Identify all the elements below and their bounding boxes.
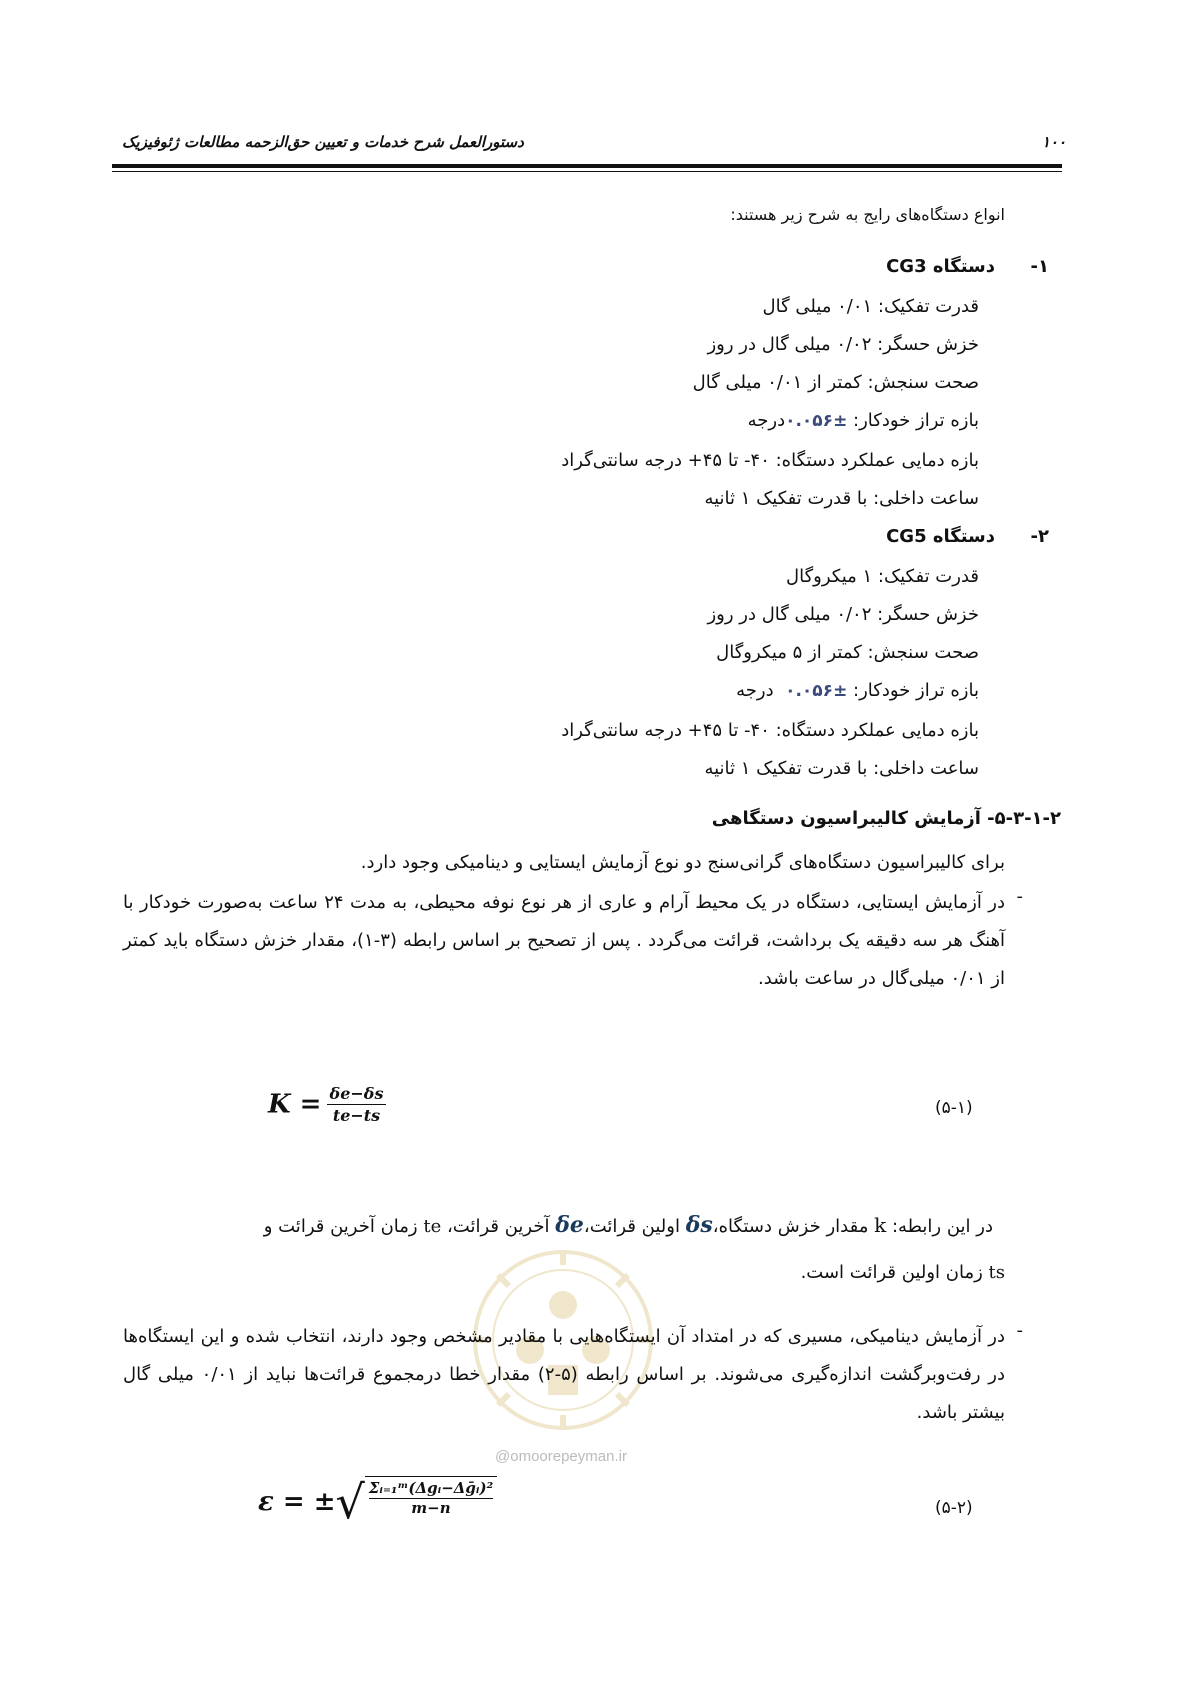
bullet-dash: - <box>1016 886 1023 907</box>
device1-resolution: قدرت تفکیک: ۰/۰۱ میلی گال <box>762 296 979 317</box>
device1-clock: ساعت داخلی: با قدرت تفکیک ۱ ثانیه <box>704 488 979 509</box>
device1-temperature: بازه دمایی عملکرد دستگاه: ۴۰- تا ۴۵+ درجه سانتی‌گراد <box>561 450 979 471</box>
sqrt-icon: √ <box>335 1475 365 1529</box>
dynamic-test-paragraph: در آزمایش دینامیکی، مسیری که در امتداد آن ایستگاه‌هایی با مقادیر مشخص وجود دارند، انتخاب شده و این ایستگاه‌ها در رفت‌وبرگشت اندازه‌گیری می‌شوند. بر اساس رابطه (۵-۲) مقدار خطا درمجموع قرائت‌ها نباید از ۰/۰۱ میلی گال بیشتر باشد. <box>123 1326 1005 1423</box>
device1-drift: خزش حسگر: ۰/۰۲ میلی گال در روز <box>707 334 979 355</box>
eq1-fraction <box>327 1084 387 1125</box>
device2-title: دستگاه CG5 <box>886 526 995 547</box>
explain-first-time: زمان اولین قرائت است. <box>800 1262 983 1283</box>
bullet-dash-2: - <box>1016 1320 1023 1341</box>
eq2-number: (۵-۲) <box>935 1498 973 1518</box>
static-test-paragraph: در آزمایش ایستایی، دستگاه در یک محیط آرام و عاری از هر نوع نوفه محیطی، به مدت ۲۴ ساعت به‌صورت خودکار با آهنگ هر سه دقیقه یک برداشت، قرائت می‌گردد . پس از تصحیح بر اساس رابطه (۳-۱)، مقدار خزش دستگاه باید کمتر از ۰/۰۱ میلی‌گال در ساعت باشد. <box>123 892 1005 989</box>
device2-resolution: قدرت تفکیک: ۱ میکروگال <box>786 566 979 587</box>
device2-level-suffix: درجه <box>736 680 774 701</box>
eq2-denominator: m−n <box>411 1499 451 1517</box>
explain-ts-symbol: ts <box>988 1262 1005 1283</box>
page-number: ۱۰۰ <box>1041 133 1066 151</box>
header-rule-thin <box>112 171 1062 172</box>
explain-delta-s-symbol: δs <box>685 1212 713 1238</box>
explain-last-reading: آخرین قرائت، <box>446 1216 550 1237</box>
device1-number: ۱- <box>1030 256 1049 277</box>
device1-level-suffix: درجه <box>747 410 786 431</box>
device1-accuracy: صحت سنجش: کمتر از ۰/۰۱ میلی گال <box>692 372 979 393</box>
explain-k-symbol: k <box>874 1213 887 1237</box>
section-heading: ۵-۳-۱-۲- آزمایش کالیبراسیون دستگاهی <box>711 808 1061 829</box>
device1-level-value: ±۰.۰۵۶ <box>785 411 848 431</box>
equation-error <box>258 1476 497 1528</box>
device2-clock: ساعت داخلی: با قدرت تفکیک ۱ ثانیه <box>704 758 979 779</box>
device1-title: دستگاه CG3 <box>886 256 995 277</box>
eq2-lhs: ε = ± <box>258 1487 336 1517</box>
section-intro: برای کالیبراسیون دستگاه‌های گرانی‌سنج دو نوع آزمایش ایستایی و دینامیکی وجود دارد. <box>360 852 1005 873</box>
intro-text: انواع دستگاه‌های رایج به شرح زیر هستند: <box>730 205 1005 224</box>
explain-last-time: زمان آخرین قرائت و <box>263 1216 418 1237</box>
explanation-line1 <box>264 1212 993 1238</box>
device2-temperature: بازه دمایی عملکرد دستگاه: ۴۰- تا ۴۵+ درجه سانتی‌گراد <box>561 720 979 741</box>
device1-level-prefix: بازه تراز خودکار: <box>853 410 979 431</box>
header-title: دستورالعمل شرح خدمات و تعیین حق‌الزحمه مطالعات ژئوفیزیک <box>122 133 524 151</box>
eq1-denominator: te−ts <box>332 1106 381 1125</box>
watermark-text: @omoorepeyman.ir <box>495 1448 627 1465</box>
device1-level <box>748 410 979 431</box>
eq1-numerator: δe−δs <box>327 1084 387 1105</box>
eq1-lhs: K = <box>268 1089 322 1120</box>
explain-delta-e-symbol: δe <box>555 1212 584 1238</box>
device2-number: ۲- <box>1030 526 1049 547</box>
explanation-line2 <box>801 1262 1005 1283</box>
device2-level-prefix: بازه تراز خودکار: <box>853 680 979 701</box>
device2-level-value: ±۰.۰۵۶ <box>785 681 848 701</box>
device2-drift: خزش حسگر: ۰/۰۲ میلی گال در روز <box>707 604 979 625</box>
explain-te-symbol: te <box>423 1216 442 1237</box>
equation-drift <box>268 1084 386 1125</box>
device2-accuracy: صحت سنجش: کمتر از ۵ میکروگال <box>716 642 979 663</box>
eq2-sqrt <box>335 1476 497 1528</box>
header-rule-thick <box>112 164 1062 168</box>
explain-drift-text: مقدار خزش دستگاه، <box>712 1216 869 1237</box>
eq2-numerator: Σᵢ₌₁ᵐ(Δgᵢ−Δḡᵢ)² <box>368 1479 494 1497</box>
device2-level <box>736 680 979 701</box>
explain-prefix: در این رابطه: <box>891 1216 993 1237</box>
eq1-number: (۵-۱) <box>935 1098 973 1118</box>
explain-first-reading: اولین قرائت، <box>583 1216 680 1237</box>
